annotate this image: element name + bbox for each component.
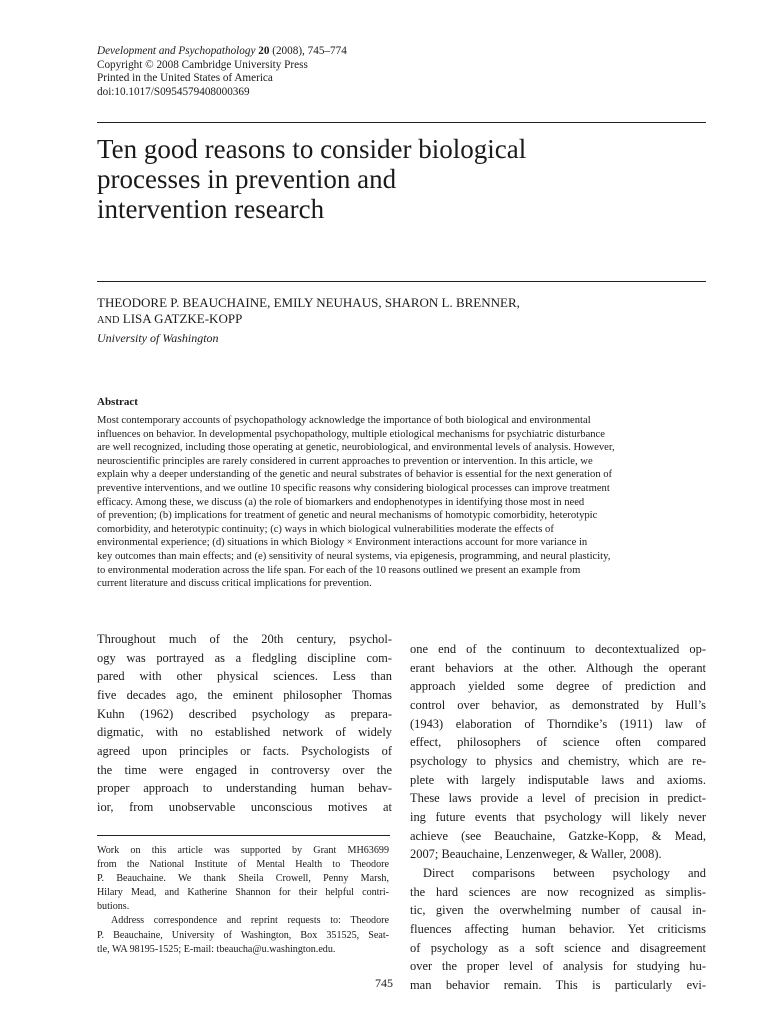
abstract-text [97, 414, 709, 591]
body-line: 2007; Beauchaine, Lenzenweger, & Waller, 2008). [410, 847, 662, 862]
abstract-heading: Abstract [97, 396, 138, 408]
author-line: AND LISA GATZKE-KOPP [97, 311, 243, 326]
abstract-line: explain why a deeper understanding of the genetic and neural substrates of behavior is essential for the next generation of [97, 469, 613, 481]
footnote-line: tle, WA 98195-1525; E-mail: tbeaucha@u.washington.edu. [97, 943, 336, 955]
abstract-line: environmental experience; (d) situations in which Biology × Environment interactions account for more variance in [97, 537, 588, 549]
footnote-rule [97, 835, 390, 836]
body-line: ogy was portrayed as a fledgling discipline com- [97, 650, 392, 665]
body-line: Direct comparisons between psychology and [423, 865, 706, 880]
abstract-line: key outcomes than main effects; and (e) sensitivity of neural systems, via epigenesis, programming, and neural plasticity, [97, 550, 611, 562]
body-line: effect, philosophers of science often compared [410, 735, 706, 750]
footnote [97, 844, 389, 957]
body-column-left [97, 630, 392, 817]
body-line: of psychology as a soft science and disagreement [410, 940, 706, 955]
footnote-line: from the National Institute of Mental Health to Theodore [97, 859, 389, 871]
author-line: THEODORE P. BEAUCHAINE, EMILY NEUHAUS, SHARON L. BRENNER, [97, 295, 520, 310]
body-line: pared with other physical sciences. Less than [97, 669, 392, 684]
footnote-line: Hilary Mead, and Katherine Shannon for their helpful contri- [97, 887, 389, 899]
body-line: psychology to physics and chemistry, which are re- [410, 753, 706, 768]
journal-citation: Development and Psychopathology 20 (2008), 745–774 [97, 45, 347, 57]
body-line: Throughout much of the 20th century, psychol- [97, 632, 392, 646]
printed-line: Printed in the United States of America [97, 72, 273, 85]
body-line: control over behavior, as demonstrated by Hull’s [410, 697, 706, 712]
body-line: the time were engaged in controversy over the [97, 762, 392, 777]
article-title [97, 134, 657, 224]
body-line: achieve (see Beauchaine, Gatzke-Kopp, & Mead, [410, 828, 706, 843]
abstract-line: of prevention; (b) implications for treatment of genetic and neural mechanisms of homotypic comorbidity, heterotypic [97, 510, 598, 522]
body-line: plete with largely indisputable laws and axioms. [410, 772, 706, 787]
title-line: processes in prevention and [97, 164, 397, 194]
and-word: AND [97, 315, 120, 326]
footnote-line: P. Beauchaine, University of Washington, Box 351525, Seat- [97, 929, 389, 941]
body-line: approach yielded some degree of prediction and [410, 679, 706, 694]
doi-line: doi:10.1017/S0954579408000369 [97, 85, 250, 98]
abstract-line: comorbidity, and heterotypic continuity; (c) ways in which biological vulnerabilities moderate the effects of [97, 523, 554, 535]
body-line: digmatic, with no established network of widely [97, 725, 392, 740]
body-line: tic, given the overwhelming number of causal in- [410, 903, 706, 918]
body-line: five decades ago, the eminent philosopher Thomas [97, 687, 392, 702]
body-line: Kuhn (1962) described psychology as prepara- [97, 706, 392, 721]
title-line: intervention research [97, 194, 325, 224]
body-line: These laws provide a level of precision in predict- [410, 791, 706, 806]
footnote-line: Address correspondence and reprint requests to: Theodore [111, 915, 389, 927]
copyright-line: Copyright © 2008 Cambridge University Press [97, 58, 308, 71]
abstract-line: to environmental moderation across the life span. For each of the 10 reasons outlined we present an example from [97, 564, 581, 576]
body-line: the hard sciences are now recognized as simplis- [410, 884, 706, 899]
body-column-right [410, 640, 706, 994]
title-rule [97, 281, 706, 282]
abstract-line: influences on behavior. In developmental psychopathology, multiple etiological mechanisms for psychiatric disturbance [97, 428, 605, 440]
body-line: agreed upon principles or facts. Psychologists of [97, 743, 392, 758]
journal-header [97, 45, 497, 99]
title-line: Ten good reasons to consider biological [97, 134, 527, 164]
affiliation: University of Washington [97, 331, 219, 345]
body-line: fluences affecting human behavior. Yet criticisms [410, 921, 706, 936]
body-line: over the proper level of analysis for studying hu- [410, 959, 706, 974]
abstract-line: preventive interventions, and we outline 10 specific reasons why considering biological processes can improve treatment [97, 482, 610, 494]
author-block [97, 295, 706, 346]
abstract-line: are well recognized, including those operating at genetic, neurobiological, and environmental levels of analysis. However, [97, 442, 615, 454]
body-line: proper approach to understanding human behav- [97, 781, 392, 796]
abstract-line: current literature and discuss critical implications for prevention. [97, 578, 372, 590]
footnote-line: Work on this article was supported by Grant MH63699 [97, 845, 389, 856]
body-line: man behavior remain. This is particularly evi- [410, 977, 706, 992]
abstract-line: efficacy. Among these, we discuss (a) the role of biomarkers and endophenotypes in identifying those most in need [97, 496, 585, 508]
header-rule [97, 122, 706, 123]
body-line: erant behaviors at the other. Although the operant [410, 660, 706, 675]
abstract-line: neuroscientific principles are rarely considered in current approaches to prevention or intervention. In this article, we [97, 455, 593, 467]
body-line: one end of the continuum to decontextualized op- [410, 642, 706, 656]
footnote-line: butions. [97, 901, 130, 913]
body-line: ing future events that psychology will likely never [410, 809, 706, 824]
abstract-line: Most contemporary accounts of psychopathology acknowledge the importance of both biological and environmental [97, 415, 591, 426]
footnote-line: P. Beauchaine. We thank Sheila Crowell, Penny Marsh, [97, 873, 389, 885]
body-line: (1943) elaboration of Thorndike’s (1911) law of [410, 716, 706, 731]
page-number: 745 [375, 976, 393, 990]
body-line: ior, from unobservable unconscious motives at [97, 799, 392, 814]
